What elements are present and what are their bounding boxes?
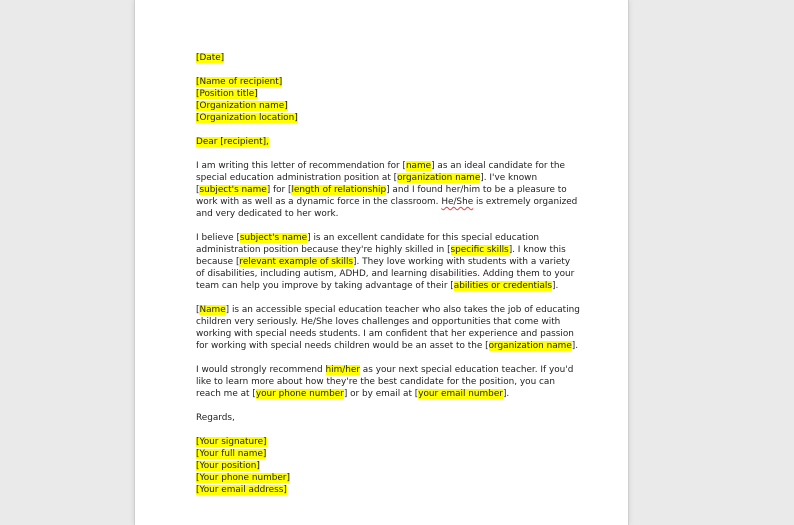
paragraph-1	[196, 160, 581, 220]
p2-text: ].	[552, 281, 559, 291]
paragraph-4	[196, 364, 581, 400]
signature-block	[196, 436, 581, 496]
p1-text: ] and I found her/him to be a pleasure to work with as well as a dynamic force in the classroom.	[196, 185, 567, 207]
position-placeholder: [Your position]	[196, 461, 260, 471]
p4-text: ].	[502, 389, 510, 399]
spellcheck-word[interactable]: He/She	[441, 197, 474, 207]
p4-text: as your next special education teacher. If you'd like to learn more about how they're the best candidate for the position, you can reach me at [	[196, 365, 574, 399]
p2-highlight: subject's name	[239, 233, 308, 243]
paragraph-3	[196, 304, 581, 352]
p4-text: I would strongly recommend	[196, 365, 326, 375]
p1-text: ] for [	[266, 185, 292, 195]
p1-highlight: length of relationship	[291, 185, 387, 195]
signature-placeholder: [Your signature]	[196, 437, 267, 447]
p1-highlight: organization name	[397, 173, 481, 183]
closing	[196, 412, 581, 424]
p2-text: ] is an excellent candidate for this special education administration position because they're highly skilled in [	[196, 233, 540, 255]
p3-highlight: organization name	[488, 341, 572, 351]
recipient-location: [Organization location]	[196, 113, 298, 123]
recipient-block	[196, 76, 581, 124]
paragraph-2	[196, 232, 581, 292]
p3-highlight: Name	[199, 305, 226, 315]
p1-highlight: subject's name	[199, 185, 267, 195]
p2-highlight: relevant example of skills	[239, 257, 354, 267]
p2-text: ]. I know this because [	[196, 245, 566, 267]
document-page	[135, 0, 628, 525]
letter-body	[196, 52, 581, 508]
p2-text: I believe [	[196, 233, 240, 243]
p1-highlight: name	[405, 161, 432, 171]
salutation-text: Dear [recipient],	[196, 137, 269, 147]
p2-highlight: specific skills	[450, 245, 509, 255]
date-placeholder: [Date]	[196, 53, 225, 63]
p4-highlight: him/her	[325, 365, 360, 375]
p3-text: ].	[571, 341, 579, 351]
p4-highlight: your phone number	[255, 389, 344, 399]
p2-text: ]. They love working with students with a variety of disabilities, including autism, ADHD, and learning disabilities. Adding them to your team can help you improve by taking advantage of their [	[196, 257, 575, 291]
phone-placeholder: [Your phone number]	[196, 473, 290, 483]
salutation	[196, 136, 581, 148]
p4-text: ] or by email at [	[343, 389, 419, 399]
p4-highlight: your email number	[418, 389, 503, 399]
full-name-placeholder: [Your full name]	[196, 449, 267, 459]
p3-text: ] is an accessible special education teacher who also takes the job of educating children very seriously. He/She loves challenges and opportunities that come with working with special needs students. I am confident that her experience and passion for working with special needs children would be an asset to the [	[196, 305, 580, 351]
recipient-position: [Position title]	[196, 89, 258, 99]
email-placeholder: [Your email address]	[196, 485, 287, 495]
recipient-organization: [Organization name]	[196, 101, 288, 111]
p1-text: ] as an ideal candidate for the special education administration position at [	[196, 161, 565, 183]
recipient-name: [Name of recipient]	[196, 77, 283, 87]
closing-text: Regards,	[196, 413, 235, 423]
date-line	[196, 52, 581, 64]
p2-highlight: abilities or credentials	[453, 281, 552, 291]
p1-text: ]. I've known [	[196, 173, 538, 195]
p1-text: is extremely organized and very dedicated to her work.	[196, 197, 578, 219]
p3-text: [	[196, 305, 200, 315]
p1-text: I am writing this letter of recommendation for [	[196, 161, 406, 171]
